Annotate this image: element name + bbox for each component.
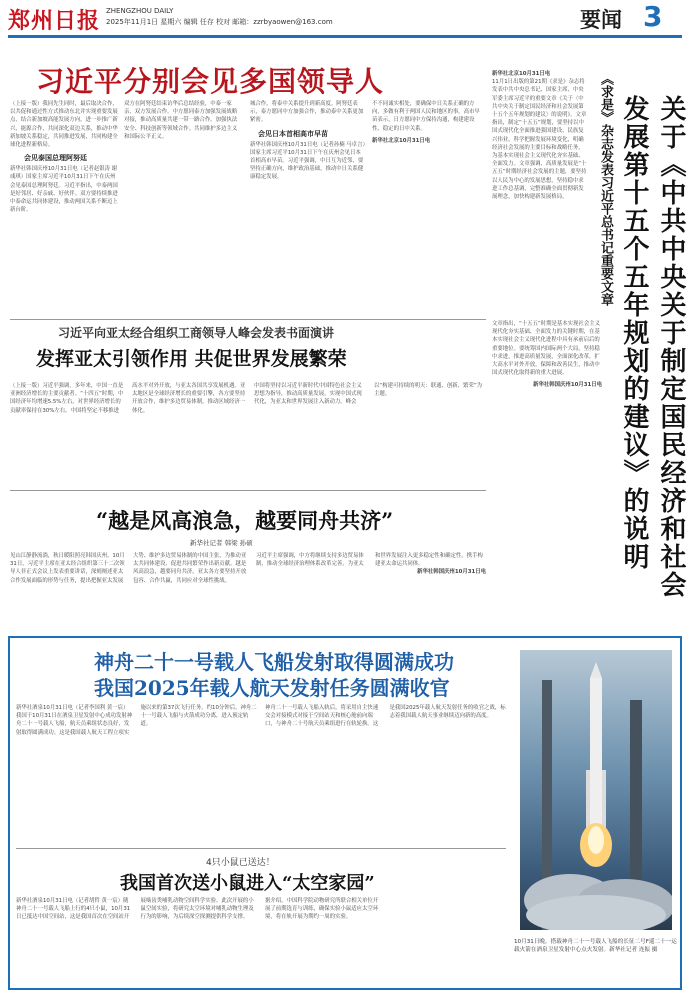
right-article-signoff: 新华社韩国庆州10月31日电	[533, 382, 602, 389]
story1-col4-text: 不不同诚实相处，要确保中日关系正确的方向，多做有利于两国人民和地区的事。高市早苗表示，日方愿同中方保持沟通，构建建设性、稳定的日中关系。	[372, 101, 480, 132]
story1-headline: 习近平分别会见多国领导人	[36, 65, 385, 98]
right-article-text2: 文章指出，“十五五”时期是基本实现社会主义现代化夯实基础、全面发力的关键时期，在基本实现社会主义现代化进程中具有承前启后的重要地位。要统筹国内国际两个大局，坚持稳中求进，推进高质量发展，全面深化改革，扩大高水平对外开放，保障和改善民生，推动中国式现代化取得新的重大进展。	[492, 321, 601, 377]
story2-text2: 中国将坚持以习近平新时代中国特色社会主义思想为指导，推动高质量发展，实现中国式现代化，为亚太和世界发展注入新动力。峰会以“构建可持续的明天：联通、创新、繁荣”为主题。	[254, 383, 483, 406]
story4-text: 新华社酒泉10月31日电（记者李国利 黄一宸）我国于10月31日在酒泉卫星发射中心成功发射神舟二十一号载人飞船，航天员乘组状态良好，发射取得圆满成功。这是我国载人航天工程立项实施以来的第37次飞行任务。约10分钟后，神舟二十一号载人飞船与火箭成功分离，进入预定轨道。	[16, 705, 257, 736]
story5-text: 新华社酒泉10月31日电（记者胡哲 黄一宸）随神舟二十一号载人飞船上行的4只小鼠，10月31日已抵达中国空间站，这是我国首次在空间站开展啮齿类哺乳动物空间科学实验。此次开展的小鼠空间实验，将研究太空环境对哺乳动物生理及行为的影响，为后续深空探测提供科学支撑。	[16, 898, 254, 921]
newspaper-logo: 郑州日报	[8, 8, 101, 34]
story1-column-3	[250, 100, 366, 325]
story1-column-2	[124, 100, 242, 325]
story3-text2: 习近平主席强调，中方将继续支持多边贸易体制，推动全球经济治理体系改革完善，为亚太和世界发展注入更多稳定性和确定性，携手构建亚太命运共同体。	[256, 553, 483, 568]
divider-story3	[10, 490, 486, 491]
right-article-text: 11月1日出版的第21期《求是》杂志将发表中共中央总书记、国家主席、中央军委主席习近平的重要文章《关于〈中共中央关于制定国民经济和社会发展第十五个五年规划的建议〉的说明》。文章指出，制定“十五五”规划，要坚持以中国式现代化全面推进强国建设、民族复兴伟业，科学把握发展环境变化，明确经济社会发展的主要目标和战略任务，为基本实现社会主义现代化夯实基础、全面发力。文章强调，高质量发展是“十五五”时期经济社会发展的主题，要坚持以人民为中心的发展思想，坚持稳中求进工作总基调，完整准确全面贯彻新发展理念，加快构建新发展格局。	[492, 79, 587, 201]
story1-column-1	[10, 100, 118, 325]
masthead-english-name: ZHENGZHOU DAILY	[106, 7, 174, 15]
photo-caption: 10月31日晚，搭载神舟二十一号载人飞船的长征二号F遥二十一运载火箭在酒泉卫星发射中心点火发射。新华社记者 连振 摄	[514, 939, 677, 953]
right-article-headline	[616, 95, 690, 625]
masthead	[0, 0, 690, 56]
story1-col2-text: 双方在阿努廷结束访华后总结经验，中泰一家亲，双方发展合作。中方愿同泰方加强发展战略对接，推动高质量共建一带一路合作。加强执法安全、科技创新等领域合作。共同维护多边主义和国际公平正义。	[124, 101, 238, 140]
story1-subhead-japan: 会见日本首相高市早苗	[258, 129, 328, 138]
story1-col1-text: （上接一版）我同先生同时，最后取决合作，以共促和通过性方式推动东北并实现重要发展点，结合新加坡高能发展方向，进一步推广新兴、能源合作，共同深化双边关系，推动中华新加坡关系稳定，共同推进发展，共同构建全球化进程新格局。	[10, 101, 118, 149]
story5-body	[16, 897, 506, 985]
divider-story5	[16, 848, 506, 849]
story4-headline-line1: 神舟二十一号载人飞船发射取得圆满成功	[94, 650, 454, 674]
right-article-body	[492, 320, 602, 625]
story3-text: 见山江静静流淌，秋日暖阳照亮韩国庆州。10月31日，习近平主席在亚太经合组织第三十二次领导人非正式会议上发表重要讲话，深刻阐述亚太合作发展面临的形势与任务，提出把握亚太发展大势、维护多边贸易体制的中国主张，为推动亚太共同体建设、促进共同繁荣作出新贡献。越是风高浪急，越要同舟共济。亚太各方要坚持开放包容、合作共赢，共同应对全球性挑战。	[10, 553, 247, 584]
story3-byline: 新华社记者 韩梁 孙硕	[190, 539, 253, 547]
right-article-kicker: 《求是》杂志发表习近平总书记重要文章	[598, 72, 613, 306]
section-name: 要闻	[580, 8, 622, 32]
story2-headline: 发挥亚太引领作用 共促世界发展繁荣	[36, 348, 347, 370]
story5-headline: 我国首次送小鼠进入“太空家园”	[120, 873, 375, 894]
story5-text2: 据介绍，中国科学院动物研究所联合相关单位开展了前期选育与训练，确保实验小鼠适应太空环境，将在轨开展为期约一周的实验。	[265, 898, 379, 921]
right-article-title	[596, 72, 615, 306]
story4-body	[16, 704, 506, 844]
story1-col4-dateline: 新华社北京10月31日电	[372, 137, 431, 144]
story4-text2: 神舟二十一号载人飞船入轨后，将采用自主快速交会对接模式对接于空间站天和核心舱前向端口，与神舟二十号航天员乘组进行在轨轮换。这是我国2025年载人航天发射任务的收官之战，标志着我国载人航天事业继续迈向新的高度。	[265, 705, 506, 728]
story2-text: （上接一版）习近平强调，多年来，中国一直是亚洲经济增长的主要贡献者。“十四五”时期，中国经济年均增速5.5%左右，对世界经济增长的贡献率保持在30%左右。中国将坚定不移推进高水平对外开放，与亚太各国共享发展机遇。亚太地区是全球经济增长的重要引擎，各方要坚持开放合作，维护多边贸易体制，推动区域经济一体化。	[10, 383, 246, 414]
rocket-launch-illustration	[520, 650, 672, 930]
masthead-date-editor: 2025年11月1日 星期六 编辑 任存 校对 邮箱：zzrbyaowen@163.com	[106, 18, 333, 26]
story5-kicker: 4只小鼠已送达！	[206, 858, 275, 868]
right-article-headline-text: 关于《中共中央关于制定国民经济和社会发展第十五个五年规划的建议》的说明	[619, 95, 686, 599]
story4-headline-line2: 我国2025年载人航天发射任务圆满收官	[94, 676, 450, 700]
story2-kicker: 习近平向亚太经合组织工商领导人峰会发表书面演讲	[58, 326, 335, 340]
right-article-intro	[492, 70, 588, 315]
story3-headline: “越是风高浪急，越要同舟共济”	[96, 508, 394, 533]
right-article-dateline: 新华社北京10月31日电	[492, 71, 551, 77]
page-number: 3	[643, 0, 663, 33]
story3-body-right	[256, 552, 486, 627]
story2-body-left	[10, 382, 246, 477]
story3-body-left	[10, 552, 248, 627]
story3-signoff: 新华社韩国庆州10月31日电	[417, 569, 486, 576]
story1-column-4	[372, 100, 484, 325]
divider-story2	[10, 319, 486, 320]
story1-col3-text2: 新华社韩国庆州10月31日电（记者孙楠 马卓言）国家主席习近平10月31日下午在庆州会见日本首相高市早苗。习近平强调，中日互为近邻，要坚持正确方向，维护政治基础，推动中日关系健康稳定发展。	[250, 141, 366, 181]
rocket-launch-photo	[520, 650, 672, 930]
story1-col3-text: 城合作，将泰中关系提升到新高度。阿努廷表示，泰方愿同中方加强合作，推动泰中关系更加紧密。	[250, 101, 364, 124]
story1-col1-text2: 新华社韩国庆州10月31日电（记者赵银涛 谢彧琪）国家主席习近平10月31日下午在庆州会见泰国总理阿努廷。习近平指出，中泰两国是好邻居、好亲戚、好伙伴。双方要持续推进中泰命运共同体建设，推动两国关系不断迈上新台阶。	[10, 166, 118, 214]
story1-subhead-thailand: 会见泰国总理阿努廷	[24, 154, 87, 163]
story2-body-right	[254, 382, 486, 477]
header-rule	[8, 35, 682, 38]
